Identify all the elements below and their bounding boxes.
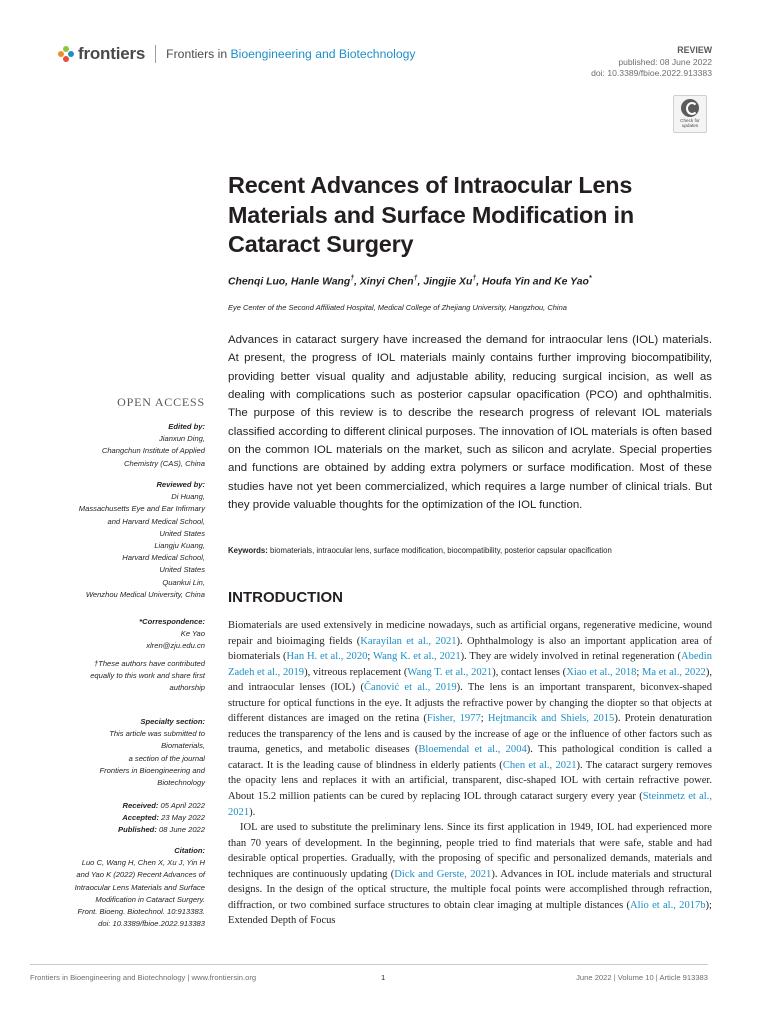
specialty-line: Biotechnology — [157, 778, 205, 788]
published-label: Published: — [118, 825, 157, 835]
reviewer-line: Di Huang, — [171, 492, 205, 502]
introduction-body — [228, 618, 712, 929]
citation-link[interactable]: Abedin Zadeh et al., 2019 — [228, 651, 713, 678]
paragraph — [228, 820, 712, 929]
specialty-line: Frontiers in Bioengineering and — [99, 765, 205, 775]
text-run: ). Ophthalmology is also an important application area of biomaterials ( — [228, 635, 712, 663]
article-type: REVIEW — [677, 45, 712, 55]
published-date: published: 08 June 2022 — [618, 56, 712, 67]
equal-contrib-mark: † — [413, 275, 418, 282]
author-group[interactable]: , Xinyi Chen — [354, 276, 414, 288]
doi[interactable]: doi: 10.3389/fbioe.2022.913383 — [591, 68, 712, 79]
citation-line: Modification in Cataract Surgery. — [95, 894, 205, 904]
keywords-label: Keywords: — [228, 546, 268, 555]
citation-link[interactable]: Chen et al., 2021 — [502, 759, 577, 771]
text-run: ); Extended Depth of Focus — [228, 899, 712, 927]
edited-by-block — [30, 421, 205, 470]
abstract: Advances in cataract surgery have increased the demand for intraocular lens (IOL) materials. At present, the progress of IOL materials mainly contains further improving biocompatibility, providing better visual quality and adjustable ability, reducing surgical incision, as well as dealing with complications such as posterior capsular opacification (PCO) and ophthalmitis. The purpose of this review is to describe the research progress of relevant IOL materials classified according to different clinical purposes. The innovation of IOL materials is often based on the common IOL materials on the market, such as silicon and acrylate. Special properties and functions are obtained by adding extra polymers or surface modification. Most of these studies have not yet been commercialized, which requires a large number of clinical trials. But they provide valuable thoughts for the optimization of the IOL function. — [228, 334, 712, 512]
author-group[interactable]: , Houfa Yin and Ke Yao — [476, 276, 589, 288]
correspondence-block — [30, 616, 205, 653]
text-run: ), and intraocular lenses (IOL) ( — [228, 666, 712, 694]
text-run: ; — [367, 651, 373, 663]
citation-link[interactable]: Xiao et al., 2018 — [566, 666, 637, 678]
citation-line: and Yao K (2022) Recent Advances of — [76, 870, 205, 880]
citation-link[interactable]: Čanović et al., 2019 — [363, 682, 457, 694]
specialty-line: This article was submitted to — [109, 729, 205, 739]
corresponding-mark: * — [588, 275, 592, 282]
citation-link[interactable]: Dick and Gerste, 2021 — [394, 868, 492, 880]
section-heading-introduction: INTRODUCTION — [228, 589, 343, 606]
check-updates-label: Check for updates — [680, 118, 700, 128]
published-value: 08 June 2022 — [156, 825, 205, 835]
note-line: †These authors have contributed — [93, 659, 205, 668]
citation-line: Intraocular Lens Materials and Surface — [74, 882, 205, 892]
text-run: ). The cataract surgery removes the opacity lens and replaces it with an artificial, transparent, disc-shaped IOL with certain refractive power. About 15.2 million patients can be cured by replacing IOL through cataract surgery every year ( — [228, 759, 712, 803]
correspondence-heading: *Correspondence: — [139, 617, 205, 626]
citation-link[interactable]: Steinmetz et al., 2021 — [228, 791, 712, 818]
open-access-label: OPEN ACCESS — [117, 395, 205, 409]
text-run: ). — [249, 806, 256, 818]
citation-link[interactable]: Hejtmancik and Shiels, 2015 — [487, 713, 615, 725]
footer-issue-info: June 2022 | Volume 10 | Article 913383 — [576, 973, 708, 982]
equal-contribution-note — [30, 658, 205, 695]
keywords — [228, 546, 712, 555]
frontiers-logo-icon — [58, 46, 74, 62]
received-label: Received: — [122, 801, 159, 810]
author-group[interactable]: Chenqi Luo, Hanle Wang — [228, 276, 351, 288]
check-updates-icon — [681, 99, 699, 117]
citation-link[interactable]: Wang K. et al., 2021 — [372, 651, 461, 663]
text-run: ). This pathological condition is called a cataract. It is the leading cause of blindness in elderly patients ( — [228, 744, 712, 771]
author-group[interactable]: , Jingjie Xu — [417, 276, 473, 288]
accepted-date — [30, 812, 205, 824]
reviewer-line: Quankui Lin, — [162, 577, 205, 587]
text-run: Biomaterials are used extensively in medicine nowadays, such as artificial organs, regenerative medicine, wound repair and bioimaging fields ( — [228, 620, 712, 647]
reviewer-line: Liangju Kuang, — [154, 541, 205, 551]
text-run: IOL are used to substitute the preliminary lens. Since its first application in 1949, IOL had experienced more than 70 years of development. In the beginning, people tried to find materials that were safe, stable and had desirable optical properties. Gradually, with the proposing of specific and personalized demands, materials and techniques are continuously updating ( — [228, 822, 712, 880]
equal-contrib-mark: † — [350, 275, 355, 282]
keywords-text: biomaterials, intraocular lens, surface modification, biocompatibility, posterior capsular opacification — [267, 546, 612, 555]
accepted-label: Accepted: — [122, 813, 159, 823]
text-run: ). They are widely involved in retinal regeneration ( — [460, 651, 681, 663]
reviewer-line: Wenzhou Medical University, China — [85, 589, 205, 599]
text-run: ). Advances in IOL include materials and structural designs. In the design of the optical structure, the multiple focal points were accomplished through refraction, diffraction, or two combined surface structures to obtain clear imaging at multiple distances ( — [228, 868, 713, 911]
frontiers-logo[interactable] — [58, 44, 416, 64]
citation-block — [30, 845, 205, 930]
editor-line: Changchun Institute of Applied — [101, 446, 205, 456]
citation-line[interactable]: doi: 10.3389/fbioe.2022.913383 — [98, 919, 205, 929]
citation-link[interactable]: Fisher, 1977 — [426, 713, 481, 725]
journal-name[interactable] — [166, 47, 415, 61]
citation-line: Front. Bioeng. Biotechnol. 10:913383. — [77, 907, 205, 917]
specialty-section-block — [30, 716, 205, 789]
accepted-value: 23 May 2022 — [158, 813, 205, 823]
text-run: ), contact lenses ( — [492, 666, 567, 678]
citation-link[interactable]: Karayilan et al., 2021 — [360, 635, 457, 647]
journal-accent: Bioengineering and Biotechnology — [230, 47, 416, 61]
citation-link[interactable]: Han H. et al., 2020 — [286, 651, 368, 663]
paragraph — [228, 618, 712, 820]
reviewer-line: United States — [159, 565, 205, 575]
footer-journal-link[interactable]: Frontiers in Bioengineering and Biotechnology | www.frontiersin.org — [30, 973, 257, 982]
text-run: ). Protein denaturation reduces the transparency of the lens and is caused by the increase of age or the influence of other factors such as trauma, genetics, and metabolic diseases ( — [228, 713, 713, 756]
citation-heading: Citation: — [174, 846, 205, 855]
specialty-line: Biomaterials, — [161, 741, 205, 751]
note-line: authorship — [169, 683, 205, 693]
page-number: 1 — [381, 973, 386, 982]
text-run: ), vitreous replacement ( — [304, 666, 408, 678]
text-run: ). The lens is an important transparent, biconvex-shaped structure for optical functions in the eye. It adjusts the refractive power by changing the diopter so that objects at different distances are imaged on the retina ( — [228, 682, 712, 725]
logo-wordmark: frontiers — [78, 44, 146, 63]
editor-line: Chemistry (CAS), China — [123, 458, 205, 468]
received-date — [30, 800, 205, 812]
specialty-heading: Specialty section: — [140, 717, 205, 726]
reviewer-line: and Harvard Medical School, — [107, 516, 205, 526]
affiliation: Eye Center of the Second Affiliated Hospital, Medical College of Zhejiang University, Hangzhou, China — [228, 303, 567, 312]
reviewer-line: Massachusetts Eye and Ear Infirmary — [78, 504, 205, 514]
received-value: 05 April 2022 — [158, 801, 205, 810]
reviewer-line: Harvard Medical School, — [122, 553, 205, 563]
article-title: Recent Advances of Intraocular Lens Materials and Surface Modification in Cataract Surgery — [228, 172, 634, 257]
editor-line: Jianxun Ding, — [158, 434, 205, 444]
text-run: ; — [480, 713, 488, 725]
correspondent-name: Ke Yao — [180, 629, 205, 639]
equal-contrib-mark: † — [472, 275, 477, 282]
dates-block — [30, 800, 205, 837]
citation-link[interactable]: Alio et al., 2017b — [630, 899, 706, 911]
header-divider — [155, 45, 156, 63]
citation-link[interactable]: Wang T. et al., 2021 — [407, 666, 493, 678]
specialty-line: a section of the journal — [128, 753, 205, 763]
article-meta — [591, 45, 712, 80]
reviewed-by-heading: Reviewed by: — [156, 480, 205, 489]
reviewed-by-block — [30, 479, 205, 601]
citation-link[interactable]: Bloemendal et al., 2004 — [418, 744, 527, 756]
check-for-updates-button[interactable] — [673, 95, 707, 133]
citation-link[interactable]: Ma et al., 2022 — [642, 666, 706, 678]
text-run: ; — [636, 666, 643, 678]
citation-line: Luo C, Wang H, Chen X, Xu J, Yin H — [81, 858, 205, 868]
reviewer-line: United States — [159, 528, 205, 538]
journal-prefix: Frontiers in — [166, 47, 231, 61]
footer-divider — [30, 964, 708, 965]
edited-by-heading: Edited by: — [168, 422, 205, 431]
note-line: equally to this work and share first — [90, 671, 205, 681]
correspondent-email[interactable]: xlren@zju.edu.cn — [146, 641, 205, 651]
author-list — [228, 275, 592, 287]
published-date-side — [30, 824, 205, 836]
